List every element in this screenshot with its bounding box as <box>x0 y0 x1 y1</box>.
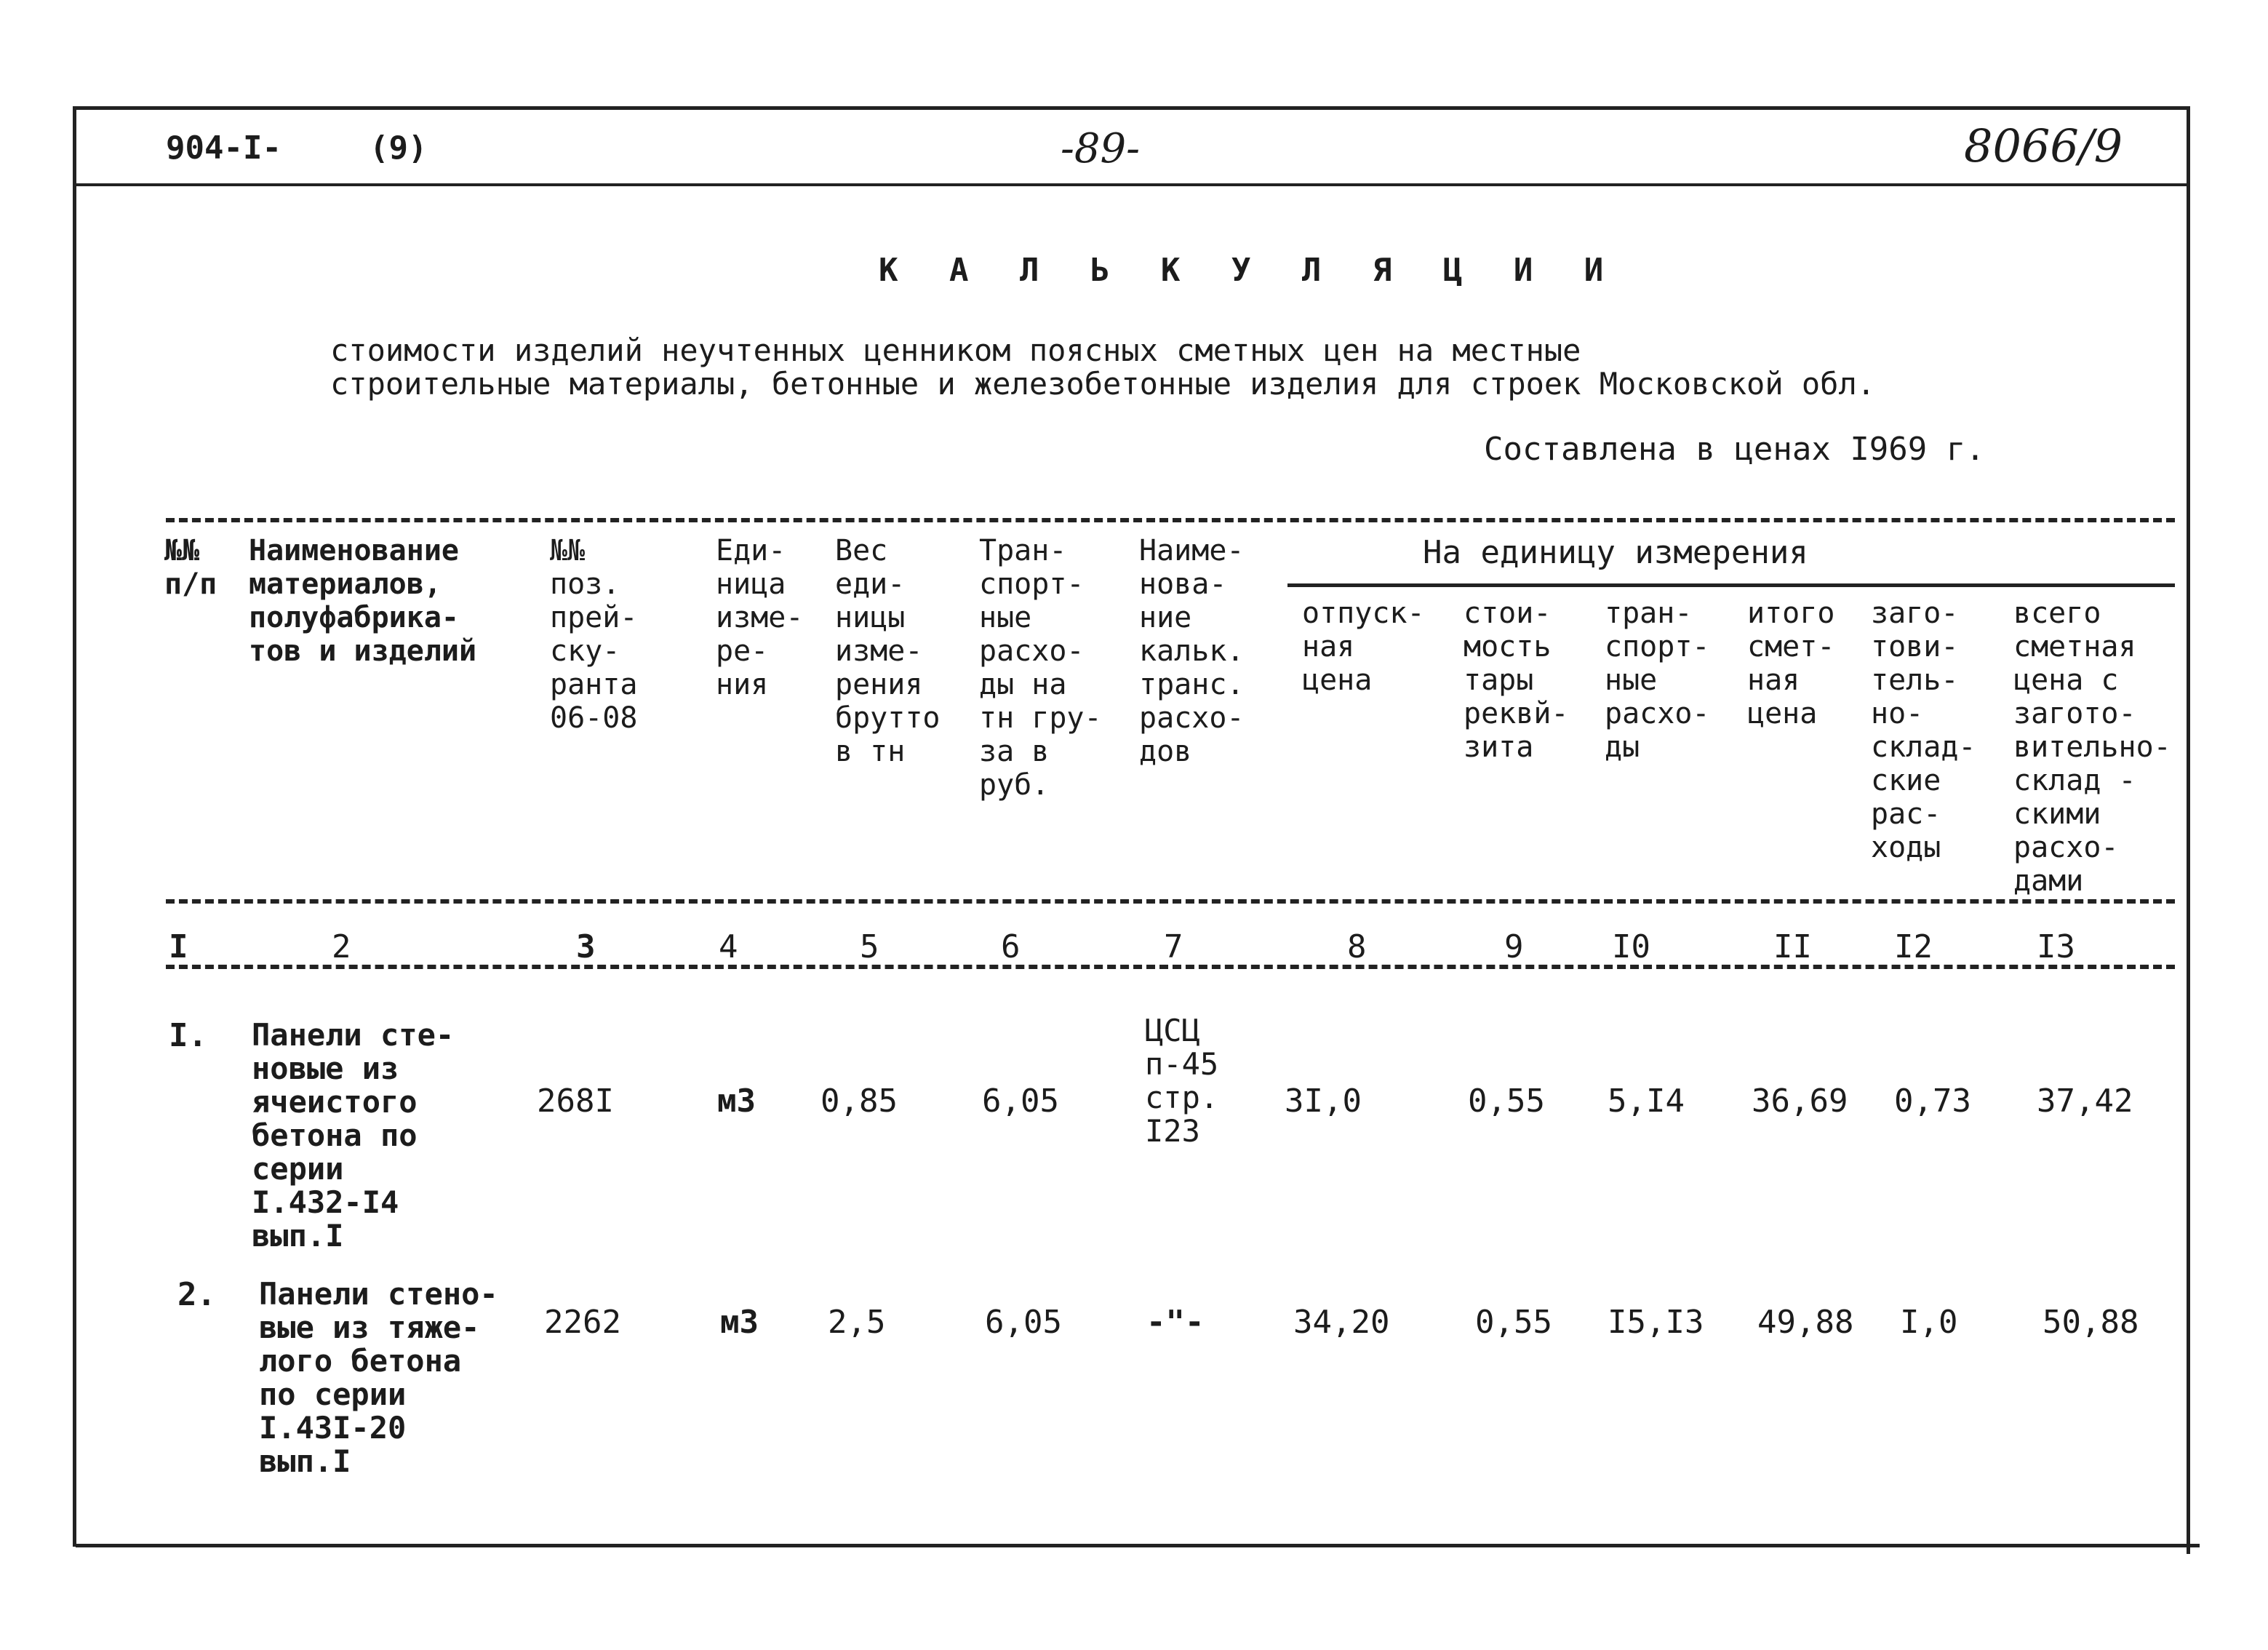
frame-right-border <box>2187 106 2190 1554</box>
row-2-position: 2262 <box>544 1304 621 1341</box>
col-header-transport: тран- спорт- ные расхо- ды <box>1605 597 1710 764</box>
row-2-total-price: 49,88 <box>1757 1304 1854 1341</box>
row-2-release-price: 34,20 <box>1293 1304 1390 1341</box>
row-2-grand-total: 50,88 <box>2043 1304 2139 1341</box>
col-number-9: 9 <box>1504 928 1524 965</box>
col-header-grand-total: всего сметная цена с заготo- вительно- склад - скими расхо- дами <box>2013 597 2171 898</box>
frame-left-border <box>73 106 76 1547</box>
col-number-2: 2 <box>332 928 351 965</box>
col-header-release-price: отпуск- ная цена <box>1302 597 1425 697</box>
row-1-tare-cost: 0,55 <box>1468 1083 1545 1120</box>
col-number-5: 5 <box>860 928 879 965</box>
col-number-3: 3 <box>576 928 596 965</box>
col-header-num: №№ п/п <box>164 534 217 601</box>
row-1-procurement: 0,73 <box>1894 1083 1971 1120</box>
row-1-transport-per-ton: 6,05 <box>982 1083 1059 1120</box>
row-2-num: 2. <box>177 1276 216 1313</box>
row-2-unit: м3 <box>720 1304 759 1341</box>
col-header-tare-cost: стои- мость тары реквй- зита <box>1464 597 1569 764</box>
col-number-8: 8 <box>1347 928 1367 965</box>
col-header-name: Наименование материалов, полуфабрика- тов и изделий <box>249 534 477 668</box>
col-number-4: 4 <box>719 928 738 965</box>
row-2-name: Панели стено- вые из тяже- лого бетона по серии I.43I-20 вып.I <box>259 1276 498 1479</box>
col-number-6: 6 <box>1001 928 1021 965</box>
frame-bottom-border <box>76 1544 2200 1547</box>
col-header-weight: Вес еди- ницы изме- рения брутто в тн <box>835 534 941 768</box>
col-number-13: I3 <box>2037 928 2075 965</box>
row-1-name: Панели сте- новые из ячеистого бетона по серии I.432-I4 вып.I <box>252 1017 455 1254</box>
header-bottom-rule <box>166 899 2175 904</box>
row-2-tare-cost: 0,55 <box>1475 1304 1552 1341</box>
col-number-10: I0 <box>1612 928 1650 965</box>
row-1-transport: 5,I4 <box>1608 1083 1685 1120</box>
col-header-unit: Еди- ница изме- ре- ния <box>716 534 804 701</box>
page-number: -89- <box>1061 125 1141 172</box>
group-header-per-unit: На единицу измерения <box>1423 534 1808 571</box>
row-2-transport-per-ton: 6,05 <box>985 1304 1062 1341</box>
row-2-transport: I5,I3 <box>1608 1304 1704 1341</box>
row-1-position: 268I <box>537 1083 614 1120</box>
subtitle-line-1: стоимости изделий неучтенных ценником поясных сметных цен на местные <box>330 332 1581 368</box>
col-number-12: I2 <box>1894 928 1933 965</box>
row-1-weight: 0,85 <box>820 1083 898 1120</box>
subtitle-line-2: строительные материалы, бетонные и железобетонные изделия для строек Московской обл. <box>330 366 1876 402</box>
col-header-total-price: итого смет- ная цена <box>1747 597 1835 730</box>
document-title: К А Л Ь К У Л Я Ц И И <box>879 252 1620 289</box>
row-1-total-price: 36,69 <box>1752 1083 1848 1120</box>
row-1-num: I. <box>169 1017 207 1054</box>
doc-code: 904-I- <box>166 129 281 167</box>
row-1-release-price: 3I,0 <box>1285 1083 1362 1120</box>
col-header-procurement: заго- тови- тель- но- склад- ские рас- ходы <box>1871 597 1976 864</box>
prices-note: Составлена в ценах I969 г. <box>1484 431 1985 468</box>
col-header-calc-name: Наиме- нова- ние кальк. транс. расхо- дов <box>1139 534 1245 768</box>
group-header-rule <box>1287 583 2175 587</box>
col-number-7: 7 <box>1164 928 1183 965</box>
doc-part: (9) <box>370 129 428 167</box>
col-header-transport-per-ton: Тран- спорт- ные расхо- ды на тн гру- за в руб. <box>979 534 1102 802</box>
row-1-grand-total: 37,42 <box>2037 1083 2133 1120</box>
col-number-1: I <box>169 928 188 965</box>
header-divider <box>76 183 2188 186</box>
frame-top-border <box>76 106 2189 110</box>
col-number-11: II <box>1773 928 1812 965</box>
row-1-calc-name: ЦСЦ п-45 стр. I23 <box>1145 1013 1219 1149</box>
archive-number: 8066/9 <box>1964 119 2123 172</box>
col-header-position: №№ поз. прей- ску- ранта 06-08 <box>550 534 638 735</box>
row-2-weight: 2,5 <box>828 1304 886 1341</box>
row-1-unit: м3 <box>717 1083 756 1120</box>
table-top-rule <box>166 518 2175 522</box>
row-2-calc-name: -"- <box>1146 1304 1205 1341</box>
row-2-procurement: I,0 <box>1900 1304 1958 1341</box>
